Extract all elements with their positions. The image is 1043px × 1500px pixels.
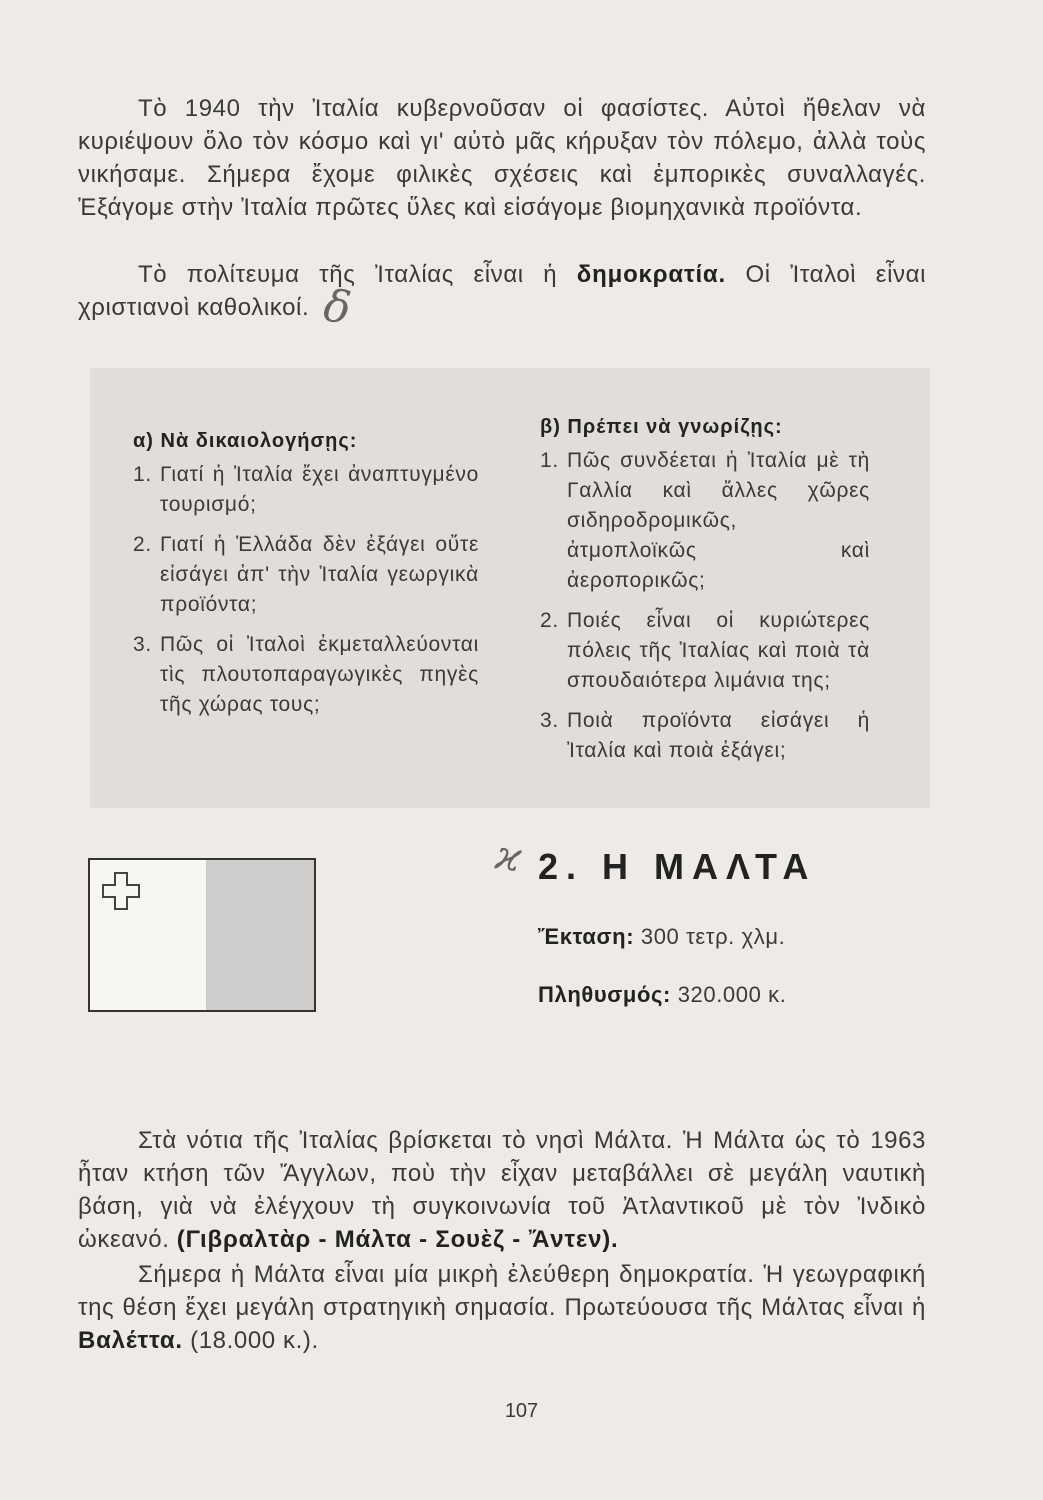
population-line: Πληθυσμός: 320.000 κ.: [538, 982, 787, 1007]
george-cross-icon: [102, 872, 140, 915]
list-item: 3. Πῶς οἱ Ἰταλοὶ ἐκμεταλλεύονται τὶς πλουτοπαραγωγικὲς πηγὲς τῆς χώρας τους;: [133, 633, 479, 716]
polity-term: δημοκρατία.: [576, 261, 726, 288]
justify-column: [133, 426, 479, 730]
intro-paragraph-2: Τὸ πολίτευμα τῆς Ἰταλίας εἶναι ἡ δημοκρατία. Οἱ Ἰταλοὶ εἶναι χριστιανοὶ καθολικοί.: [78, 261, 927, 321]
flag-shaded-half: [206, 860, 314, 1010]
handwritten-mark: ϰ: [492, 832, 525, 882]
list-item: 3. Ποιὰ προϊόντα εἰσάγει ἡ Ἰταλία καὶ ποιὰ ἐξάγει;: [540, 709, 870, 762]
list-item: 1. Γιατί ἡ Ἰταλία ἔχει ἀναπτυγμένο τουρισμό;: [133, 463, 479, 516]
malta-paragraph-1: Στὰ νότια τῆς Ἰταλίας βρίσκεται τὸ νησὶ Μάλτα. Ἡ Μάλτα ὡς τὸ 1963 ἦταν κτήση τῶν Ἄγγλων, ποὺ τὴν εἶχαν μεταβάλλει σὲ μεγάλη ναυτικὴ βάση, γιὰ νὰ ἐλέγχουν τὴ συγκοινωνία τοῦ Ἀτλαντικοῦ μὲ τὸν Ἰνδικὸ ὠκεανό. (Γιβραλτὰρ - Μάλτα - Σουὲζ - Ἄντεν).: [78, 1127, 926, 1253]
justify-list: [133, 460, 479, 720]
malta-flag: [88, 858, 316, 1012]
capital-name: Βαλέττα.: [78, 1327, 183, 1354]
handwritten-mark: δ: [320, 280, 354, 335]
know-heading: β) Πρέπει νὰ γνωρίζῃς:: [540, 416, 783, 438]
area-line: Ἔκταση: 300 τετρ. χλμ.: [538, 924, 786, 949]
malta-paragraph-2: Σήμερα ἡ Μάλτα εἶναι μία μικρὴ ἐλεύθερη δημοκρατία. Ἡ γεωγραφική της θέση ἔχει μεγάλη στρατηγικὴ σημασία. Πρωτεύουσα τῆς Μάλτας εἶναι ἡ Βαλέττα. (18.000 κ.).: [78, 1261, 926, 1354]
know-list: [540, 446, 870, 766]
list-item: 2. Ποιές εἶναι οἱ κυριώτερες πόλεις τῆς Ἰταλίας καὶ ποιὰ τὰ σπουδαιότερα λιμάνια της;: [540, 609, 870, 692]
know-column: [540, 412, 870, 776]
section-title: 2. Η ΜΑΛΤΑ: [538, 846, 817, 887]
page-number: 107: [504, 1400, 539, 1422]
route-list: (Γιβραλτὰρ - Μάλτα - Σουὲζ - Ἄντεν).: [176, 1226, 619, 1253]
intro-paragraph-1: Τὸ 1940 τὴν Ἰταλία κυβερνοῦσαν οἱ φασίστες. Αὐτοὶ ἤθελαν νὰ κυριέψουν ὅλο τὸν κόσμο καὶ γι' αὐτὸ μᾶς κήρυξαν τὸν πόλεμο, ἀλλὰ τοὺς νικήσαμε. Σήμερα ἔχομε φιλικὲς σχέσεις καὶ ἐμπορικὲς συναλλαγές. Ἐξάγομε στὴν Ἰταλία πρῶτες ὕλες καὶ εἰσάγομε βιομηχανικὰ προϊόντα.: [78, 95, 926, 221]
justify-heading: α) Νὰ δικαιολογήσῃς:: [133, 430, 358, 452]
list-item: 1. Πῶς συνδέεται ἡ Ἰταλία μὲ τὴ Γαλλία καὶ ἄλλες χῶρες σιδηροδρομικῶς, ἀτμοπλοϊκῶς καὶ ἀεροπορικῶς;: [540, 449, 870, 592]
list-item: 2. Γιατί ἡ Ἑλλάδα δὲν ἐξάγει οὔτε εἰσάγει ἀπ' τὴν Ἰταλία γεωργικὰ προϊόντα;: [133, 533, 479, 616]
